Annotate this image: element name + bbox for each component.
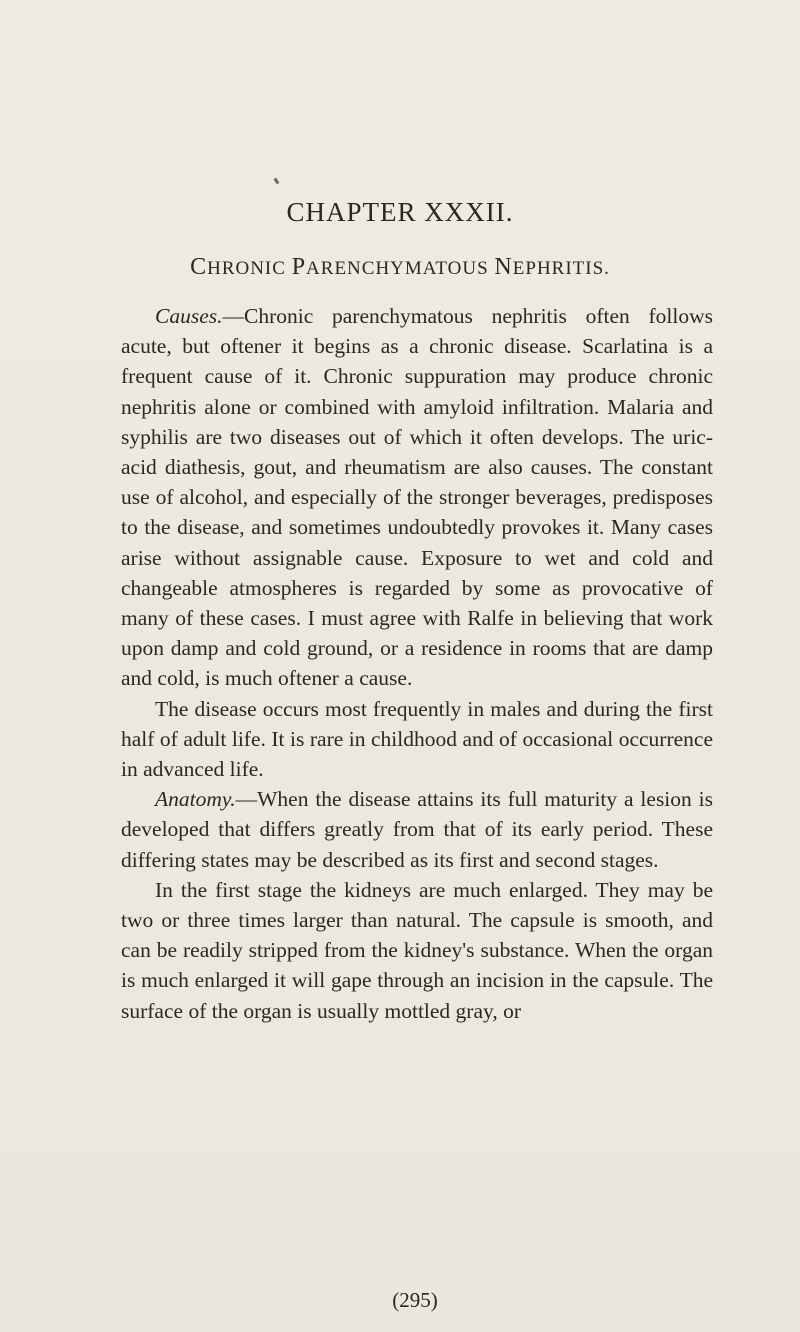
anatomy-heading: Anatomy.: [155, 787, 236, 812]
title-word: HRONIC: [207, 258, 286, 279]
title-word: EPHRITIS.: [512, 258, 610, 279]
paragraph-anatomy: [121, 784, 713, 875]
causes-heading: Causes.: [155, 304, 223, 328]
title-initial: N: [494, 254, 513, 280]
title-word: ARENCHYMATOUS: [306, 258, 489, 279]
paragraph-causes: [121, 301, 713, 694]
page-number: (295): [392, 1288, 438, 1312]
anatomy-text: —When the disease attains its full maturity a lesion is developed that differs greatly from that of its early period. These differing states may be described as its first and second stages.: [121, 787, 713, 872]
body-text: [121, 301, 713, 1026]
causes-text: —Chronic parenchymatous nephritis often follows acute, but oftener it begins as a chronic disease. Scarlatina is a frequent cause of it. Chronic suppuration may produce chronic nephritis alone or combined with amyloid infiltration. Malaria and syphilis are two diseases out of which it often develops. The uric-acid diathesis, gout, and rheumatism are also causes. The constant use of alcohol, and especially of the stronger beverages, predisposes to the disease, and sometimes undoubtedly provokes it. Many cases arise without assignable cause. Exposure to wet and cold and changeable atmospheres is regarded by some as provocative of many of these cases. I must agree with Ralfe in believing that work upon damp and cold ground, or a residence in rooms that are damp and cold, is much oftener a cause.: [121, 304, 713, 691]
title-initial: P: [291, 254, 307, 280]
paragraph-first-stage: In the first stage the kidneys are much enlarged. They may be two or three times larger than natural. The capsule is smooth, and can be readily stripped from the kidney's substance. When the organ is much enlarged it will gape through an incision in the capsule. The surface of the organ is usually mottled gray, or: [121, 877, 713, 1023]
paragraph-occurrence: The disease occurs most frequently in males and during the first half of adult life. It is rare in childhood and of occasional occurrence in advanced life.: [121, 696, 713, 782]
chapter-heading: CHAPTER XXXII.: [286, 197, 514, 227]
print-speck: [274, 178, 280, 185]
title-initial: C: [190, 254, 208, 280]
section-title: [0, 254, 800, 281]
